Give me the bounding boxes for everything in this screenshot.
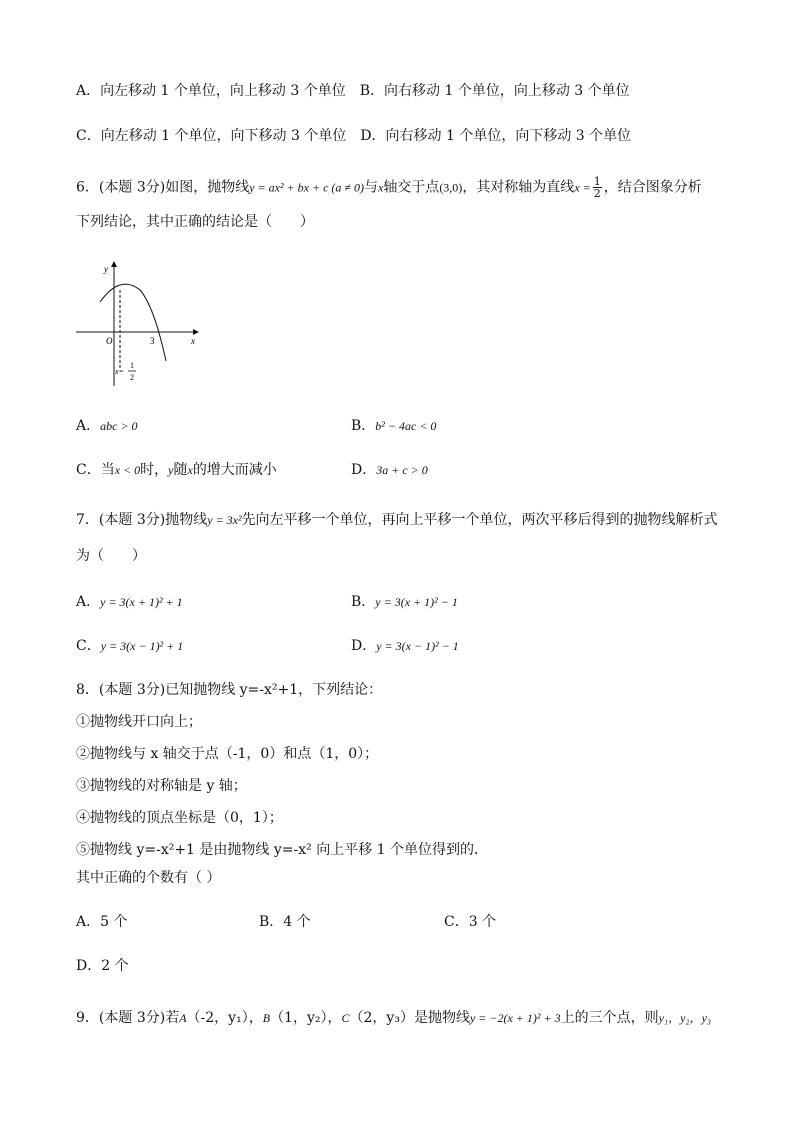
option-label: D． [351, 638, 377, 654]
q9-y-values: y₁，y₂，y₃ [658, 1011, 712, 1025]
graph-origin-label: O [106, 336, 113, 346]
q7-option-a [76, 592, 183, 612]
graph-axis-num: 1 [130, 361, 134, 370]
q7-stem-line-1 [76, 510, 718, 530]
q5-options-row-2 [76, 126, 631, 146]
q8-statement-2: ②抛物线与 x 轴交于点（-1，0）和点（1，0）； [76, 746, 379, 762]
q7-option-b [351, 592, 458, 612]
q9-point-b-coords: （1，y₂） [270, 1010, 328, 1026]
option-math: 3a + c > 0 [376, 463, 428, 477]
q6-option-d [351, 460, 428, 480]
q6-text: ，其对称轴为直线 [462, 179, 575, 196]
q6-point: (3,0) [439, 180, 463, 195]
q8-statement-5: ⑤抛物线 y=-x²+1 是由抛物线 y=-x² 向上平移 1 个单位得到的． [76, 842, 489, 858]
option-label: A． [76, 418, 101, 434]
q7-text: 先向左平移一个单位，再向上平移一个单位，两次平移后得到的抛物线解析式 [241, 512, 718, 528]
q6-fraction [593, 176, 602, 199]
q8-statement-4: ④抛物线的顶点坐标是（0，1）； [76, 810, 283, 826]
option-label: C． [76, 638, 101, 654]
option-label: D． [351, 462, 377, 478]
q8-question: 其中正确的个数有（ ） [76, 870, 221, 886]
q7-stem-line-2: 为（ ） [76, 548, 146, 564]
q7-equation: y = 3x² [207, 513, 242, 527]
q6-option-a [76, 416, 138, 436]
q6-stem-line-2: 下列结论，其中正确的结论是（ ） [76, 214, 314, 230]
option-text: 的增大而减小 [192, 462, 277, 478]
q5-option-a: A．向左移动 1 个单位，向上移动 3 个单位 [76, 83, 346, 99]
q5-options-row-1 [76, 81, 630, 101]
graph-y-label: y [104, 264, 108, 274]
option-text: 时， [140, 462, 169, 478]
q5-option-c: C．向左移动 1 个单位，向下移动 3 个单位 [76, 128, 347, 144]
option-label: B． [351, 418, 376, 434]
q6-equation: y = ax² + bx + c (a ≠ 0) [249, 180, 364, 195]
q6-stem-line-1 [76, 176, 702, 199]
option-math: y = 3(x − 1)² − 1 [376, 639, 459, 653]
q8-stem: 8．(本题 3分)已知抛物线 y=-x²+1，下列结论： [76, 682, 383, 698]
q6-axis-eq: x = [574, 180, 591, 195]
graph-x-label: x [191, 336, 195, 346]
parabola-graph [74, 256, 204, 391]
q9-point-a: A [179, 1011, 187, 1025]
graph-axis-label: x= [115, 367, 124, 376]
q9-point-c-coords: （2，y₃） [349, 1010, 414, 1026]
option-math: y = 3(x − 1)² + 1 [100, 639, 184, 653]
option-math: abc > 0 [100, 419, 138, 433]
option-math: x < 0 [114, 463, 141, 477]
q9-text: 9．(本题 3分)若 [76, 1010, 180, 1026]
q7-text: 7．(本题 3分)抛物线 [76, 512, 208, 528]
q7-option-c [76, 636, 183, 656]
q9-point-c: C [341, 1011, 350, 1025]
option-label: A． [76, 594, 101, 610]
option-math: y = 3(x + 1)² + 1 [100, 595, 183, 609]
q9-text: 是抛物线 [413, 1010, 470, 1026]
fraction-denominator: 2 [593, 187, 601, 200]
q7-option-d [351, 636, 459, 656]
q9-equation: y = −2(x + 1)² + 3 [469, 1011, 561, 1025]
q8-option-c: C．3 个 [444, 914, 497, 930]
q5-option-b: B．向右移动 1 个单位，向上移动 3 个单位 [359, 83, 630, 99]
q9-text: 上的三个点，则 [560, 1010, 659, 1026]
option-math: y = 3(x + 1)² − 1 [375, 595, 458, 609]
q8-option-b: B．4 个 [259, 914, 311, 930]
q6-option-c [76, 460, 277, 480]
graph-tick-3: 3 [150, 336, 155, 346]
q8-option-a: A．5 个 [76, 914, 128, 930]
q8-statement-3: ③抛物线的对称轴是 y 轴； [76, 778, 247, 794]
fraction-numerator: 1 [593, 175, 601, 188]
q6-option-b [351, 416, 436, 436]
option-math: b² − 4ac < 0 [375, 419, 437, 433]
q9-stem-line-1: 9．(本题 3分)若A（-2，y₁），B（1，y₂），C（2，y₃）是抛物线y = −2(x + 1)² + 3上的三个点，则y₁，y₂，y₃ [76, 1010, 712, 1026]
q9-point-b: B [262, 1011, 271, 1025]
q6-x-var: x [377, 180, 384, 195]
option-text: 随 [173, 462, 188, 478]
q8-option-d: D．2 个 [76, 958, 129, 974]
q8-statement-1: ①抛物线开口向上； [76, 714, 202, 730]
option-label: C．当 [76, 462, 115, 478]
q6-text: ，结合图象分析 [603, 179, 702, 196]
parabola-curve [100, 284, 166, 361]
q6-text: 6．(本题 3分)如图，抛物线 [76, 179, 250, 196]
q5-option-d: D．向右移动 1 个单位，向下移动 3 个单位 [360, 128, 632, 144]
q6-text: 与 [363, 179, 378, 196]
option-label: B． [351, 594, 376, 610]
q9-point-a-coords: （-2，y₁） [186, 1010, 249, 1026]
q6-text: 轴交于点 [383, 179, 440, 196]
option-math: x [187, 463, 193, 477]
graph-axis-den: 2 [130, 373, 134, 382]
option-math: y [168, 463, 174, 477]
